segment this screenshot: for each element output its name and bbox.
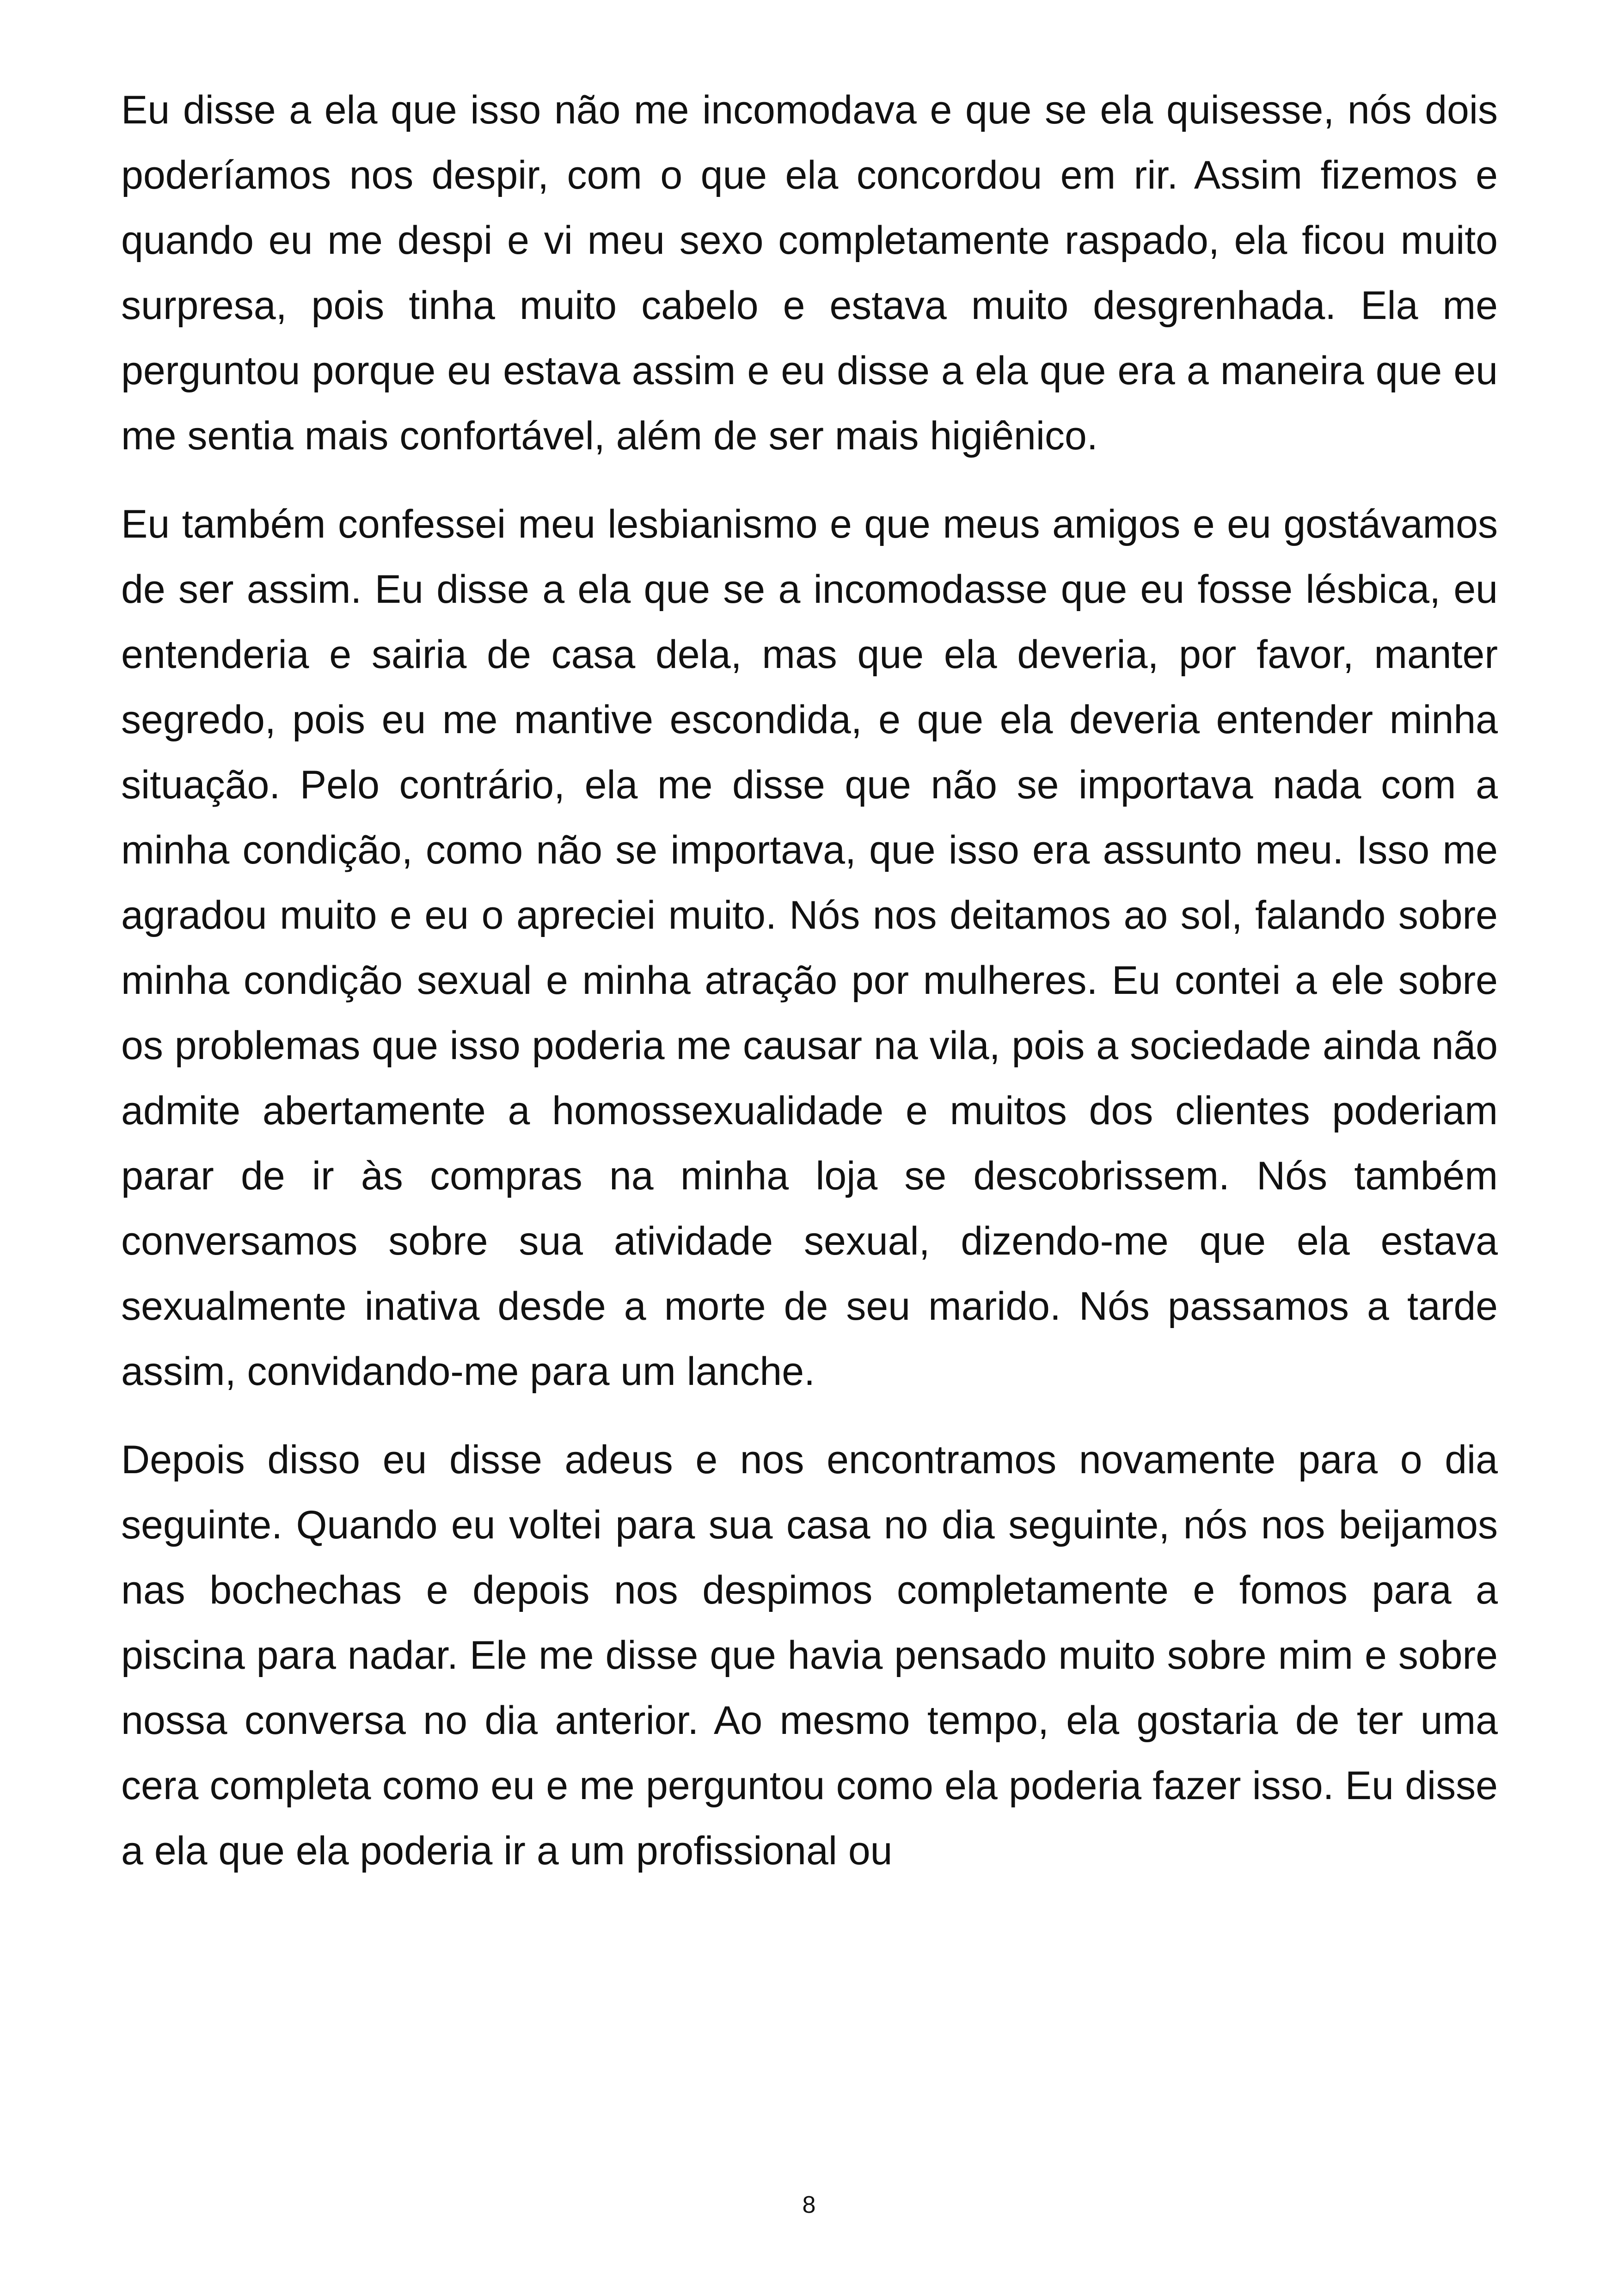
page-number: 8 — [802, 2192, 816, 2218]
body-text — [121, 78, 1498, 1907]
paragraph-2: Eu também confessei meu lesbianismo e que meus amigos e eu gostávamos de ser assim. Eu disse a ela que se a incomodasse que eu fosse lésbica, eu entenderia e sairia de casa dela, mas que ela deveria, por favor, manter segredo, pois eu me mantive escondida, e que ela deveria entender minha situação. Pelo contrário, ela me disse que não se importava nada com a minha condição, como não se importava, que isso era assunto meu. Isso me agradou muito e eu o apreciei muito. Nós nos deitamos ao sol, falando sobre minha condição sexual e minha atração por mulheres. Eu contei a ele sobre os problemas que isso poderia me causar na vila, pois a sociedade ainda não admite abertamente a homossexualidade e muitos dos clientes poderiam parar de ir às compras na minha loja se descobrissem. Nós também conversamos sobre sua atividade sexual, dizendo-me que ela estava sexualmente inativa desde a morte de seu marido. Nós passamos a tarde assim, convidando-me para um lanche. — [121, 502, 1498, 1394]
paragraph-3: Depois disso eu disse adeus e nos encontramos novamente para o dia seguinte. Quando eu voltei para sua casa no dia seguinte, nós nos beijamos nas bochechas e depois nos despimos completamente e fomos para a piscina para nadar. Ele me disse que havia pensado muito sobre mim e sobre nossa conversa no dia anterior. Ao mesmo tempo, ela gostaria de ter uma cera completa como eu e me perguntou como ela poderia fazer isso. Eu disse a ela que ela poderia ir a um profissional ou — [121, 1438, 1498, 1873]
paragraph-1: Eu disse a ela que isso não me incomodava e que se ela quisesse, nós dois poderíamos nos despir, com o que ela concordou em rir. Assim fizemos e quando eu me despi e vi meu sexo completamente raspado, ela ficou muito surpresa, pois tinha muito cabelo e estava muito desgrenhada. Ela me perguntou porque eu estava assim e eu disse a ela que era a maneira que eu me sentia mais confortável, além de ser mais higiênico. — [121, 88, 1498, 458]
